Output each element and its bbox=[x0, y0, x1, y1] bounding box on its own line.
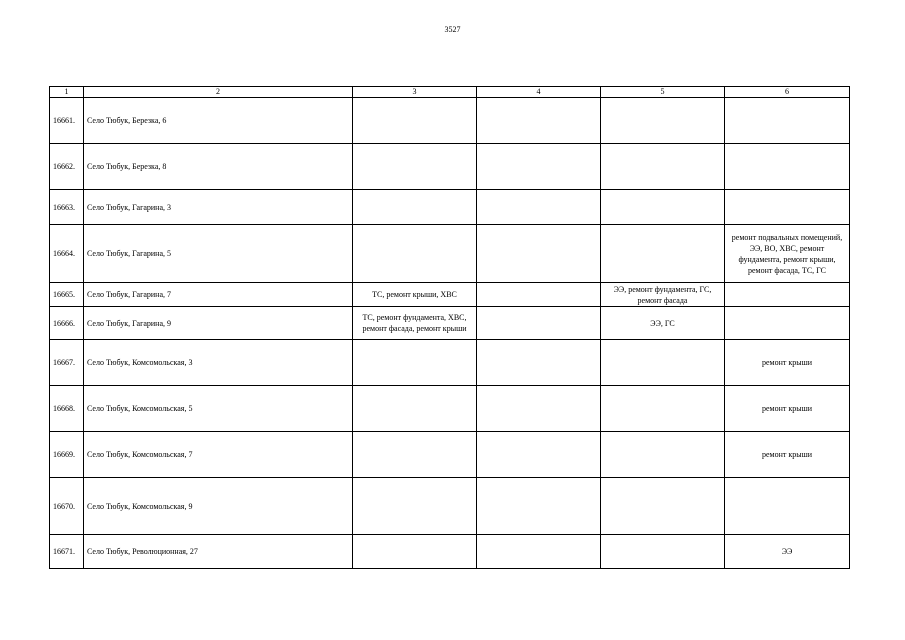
row-number: 16670. bbox=[50, 478, 84, 535]
work-cell-6: ремонт подвальных помещений, ЭЭ, ВО, ХВС, ремонт фундамента, ремонт крыши, ремонт фасада, ТС, ГС bbox=[725, 225, 850, 283]
table-row bbox=[50, 340, 850, 386]
table-row bbox=[50, 432, 850, 478]
table-row bbox=[50, 478, 850, 535]
address-cell: Село Тюбук, Комсомольская, 3 bbox=[84, 340, 353, 386]
work-cell-3 bbox=[353, 478, 477, 535]
work-cell-3: ТС, ремонт фундамента, ХВС, ремонт фасада, ремонт крыши bbox=[353, 307, 477, 340]
work-cell-5 bbox=[601, 386, 725, 432]
address-cell: Село Тюбук, Комсомольская, 7 bbox=[84, 432, 353, 478]
work-cell-3 bbox=[353, 190, 477, 225]
work-cell-6 bbox=[725, 283, 850, 307]
column-header: 4 bbox=[477, 87, 601, 98]
work-cell-3 bbox=[353, 386, 477, 432]
table-row bbox=[50, 386, 850, 432]
work-cell-4 bbox=[477, 283, 601, 307]
table-row bbox=[50, 98, 850, 144]
work-cell-4 bbox=[477, 535, 601, 569]
work-cell-4 bbox=[477, 225, 601, 283]
row-number: 16664. bbox=[50, 225, 84, 283]
row-number: 16666. bbox=[50, 307, 84, 340]
page-number: 3527 bbox=[444, 25, 461, 34]
row-number: 16667. bbox=[50, 340, 84, 386]
work-cell-4 bbox=[477, 190, 601, 225]
work-cell-6 bbox=[725, 307, 850, 340]
work-cell-5 bbox=[601, 98, 725, 144]
column-header: 6 bbox=[725, 87, 850, 98]
row-number: 16665. bbox=[50, 283, 84, 307]
work-cell-6: ремонт крыши bbox=[725, 432, 850, 478]
work-cell-3 bbox=[353, 98, 477, 144]
column-header: 2 bbox=[84, 87, 353, 98]
work-cell-6: ремонт крыши bbox=[725, 340, 850, 386]
work-cell-3 bbox=[353, 144, 477, 190]
address-cell: Село Тюбук, Комсомольская, 5 bbox=[84, 386, 353, 432]
work-cell-3 bbox=[353, 340, 477, 386]
work-cell-6: ЭЭ bbox=[725, 535, 850, 569]
row-number: 16669. bbox=[50, 432, 84, 478]
table-row bbox=[50, 190, 850, 225]
work-cell-3 bbox=[353, 432, 477, 478]
work-cell-5 bbox=[601, 432, 725, 478]
row-number: 16668. bbox=[50, 386, 84, 432]
work-cell-4 bbox=[477, 386, 601, 432]
work-cell-6 bbox=[725, 478, 850, 535]
work-cell-5: ЭЭ, ГС bbox=[601, 307, 725, 340]
table-row bbox=[50, 225, 850, 283]
address-cell: Село Тюбук, Комсомольская, 9 bbox=[84, 478, 353, 535]
work-cell-5 bbox=[601, 225, 725, 283]
work-cell-5 bbox=[601, 144, 725, 190]
work-cell-5 bbox=[601, 535, 725, 569]
table-row bbox=[50, 283, 850, 307]
work-cell-6: ремонт крыши bbox=[725, 386, 850, 432]
table-row bbox=[50, 535, 850, 569]
work-cell-5 bbox=[601, 478, 725, 535]
address-cell: Село Тюбук, Гагарина, 9 bbox=[84, 307, 353, 340]
header-row bbox=[50, 87, 850, 98]
address-cell: Село Тюбук, Гагарина, 5 bbox=[84, 225, 353, 283]
column-header: 1 bbox=[50, 87, 84, 98]
work-cell-4 bbox=[477, 307, 601, 340]
work-cell-3: ТС, ремонт крыши, ХВС bbox=[353, 283, 477, 307]
work-cell-6 bbox=[725, 98, 850, 144]
address-cell: Село Тюбук, Революционная, 27 bbox=[84, 535, 353, 569]
work-cell-5 bbox=[601, 340, 725, 386]
table-row bbox=[50, 144, 850, 190]
address-cell: Село Тюбук, Березка, 8 bbox=[84, 144, 353, 190]
work-cell-4 bbox=[477, 340, 601, 386]
work-cell-6 bbox=[725, 190, 850, 225]
table-row bbox=[50, 307, 850, 340]
row-number: 16662. bbox=[50, 144, 84, 190]
column-header: 5 bbox=[601, 87, 725, 98]
row-number: 16661. bbox=[50, 98, 84, 144]
work-cell-4 bbox=[477, 144, 601, 190]
work-cell-5: ЭЭ, ремонт фундамента, ГС, ремонт фасада bbox=[601, 283, 725, 307]
work-cell-4 bbox=[477, 98, 601, 144]
address-cell: Село Тюбук, Гагарина, 3 bbox=[84, 190, 353, 225]
work-cell-4 bbox=[477, 478, 601, 535]
work-cell-4 bbox=[477, 432, 601, 478]
row-number: 16663. bbox=[50, 190, 84, 225]
work-cell-5 bbox=[601, 190, 725, 225]
register-table bbox=[49, 86, 850, 569]
work-cell-3 bbox=[353, 225, 477, 283]
address-cell: Село Тюбук, Гагарина, 7 bbox=[84, 283, 353, 307]
work-cell-6 bbox=[725, 144, 850, 190]
row-number: 16671. bbox=[50, 535, 84, 569]
column-header: 3 bbox=[353, 87, 477, 98]
address-cell: Село Тюбук, Березка, 6 bbox=[84, 98, 353, 144]
work-cell-3 bbox=[353, 535, 477, 569]
